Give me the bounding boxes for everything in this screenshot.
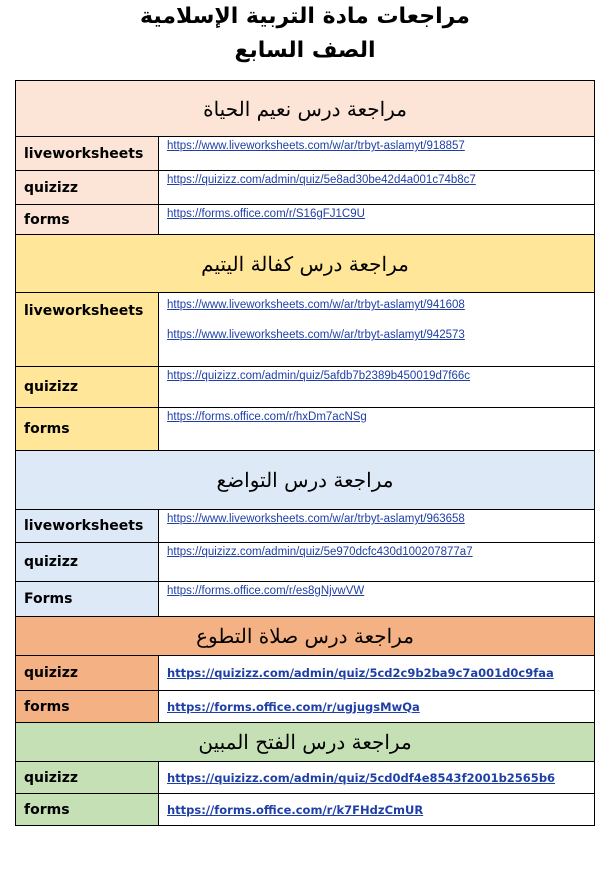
review-link[interactable]: https://quizizz.com/admin/quiz/5cd0df4e8543f2001b2565b6 [167,770,556,785]
document-subtitle: الصف السابع [234,38,376,63]
row-label: quizizz [16,367,159,408]
review-link[interactable]: https://www.liveworksheets.com/w/ar/trbyt-aslamyt/942573 [167,329,465,341]
row-label: liveworksheets [16,293,159,367]
link-cell [159,137,595,171]
row-label: forms [16,408,159,451]
row-label: quizizz [16,171,159,205]
review-link[interactable]: https://www.liveworksheets.com/w/ar/trbyt-aslamyt/918857 [167,140,465,152]
review-link[interactable]: https://quizizz.com/admin/quiz/5afdb7b2389b450019d7f66c [167,370,471,382]
document-title: مراجعات مادة التربية الإسلامية [140,4,470,29]
row-label: forms [16,205,159,235]
section-heading-4: مراجعة درس صلاة التطوع [16,617,595,656]
section-heading-5: مراجعة درس الفتح المبين [16,723,595,762]
link-cell [159,543,595,582]
link-cell [159,762,595,794]
section-heading-3: مراجعة درس التواضع [16,451,595,510]
link-cell [159,691,595,723]
link-cell [159,293,595,367]
review-links-table [15,80,595,826]
link-cell [159,510,595,543]
review-link[interactable]: https://forms.office.com/r/es8gNjvwVW [167,585,365,597]
row-label: quizizz [16,656,159,691]
row-label: quizizz [16,543,159,582]
review-link[interactable]: https://www.liveworksheets.com/w/ar/trbyt-aslamyt/963658 [167,513,465,525]
row-label: liveworksheets [16,510,159,543]
row-label: Forms [16,582,159,617]
link-cell [159,171,595,205]
review-link[interactable]: https://www.liveworksheets.com/w/ar/trbyt-aslamyt/941608 [167,299,465,311]
review-link[interactable]: https://forms.office.com/r/ugjugsMwQa [167,699,420,714]
review-link[interactable]: https://quizizz.com/admin/quiz/5e970dcfc430d100207877a7 [167,546,473,558]
review-link[interactable]: https://forms.office.com/r/hxDm7acNSg [167,411,367,423]
row-label: quizizz [16,762,159,794]
row-label: forms [16,794,159,826]
section-heading-1: مراجعة درس نعيم الحياة [16,81,595,137]
review-link[interactable]: https://forms.office.com/r/k7FHdzCmUR [167,802,424,817]
link-cell [159,408,595,451]
link-cell [159,367,595,408]
link-cell [159,794,595,826]
review-link[interactable]: https://quizizz.com/admin/quiz/5e8ad30be42d4a001c74b8c7 [167,174,476,186]
review-link[interactable]: https://forms.office.com/r/S16gFJ1C9U [167,208,365,220]
section-heading-2: مراجعة درس كفالة اليتيم [16,235,595,293]
review-link[interactable]: https://quizizz.com/admin/quiz/5cd2c9b2ba9c7a001d0c9faa [167,666,554,680]
row-label: forms [16,691,159,723]
link-cell [159,582,595,617]
row-label: liveworksheets [16,137,159,171]
link-cell [159,205,595,235]
link-cell [159,656,595,691]
